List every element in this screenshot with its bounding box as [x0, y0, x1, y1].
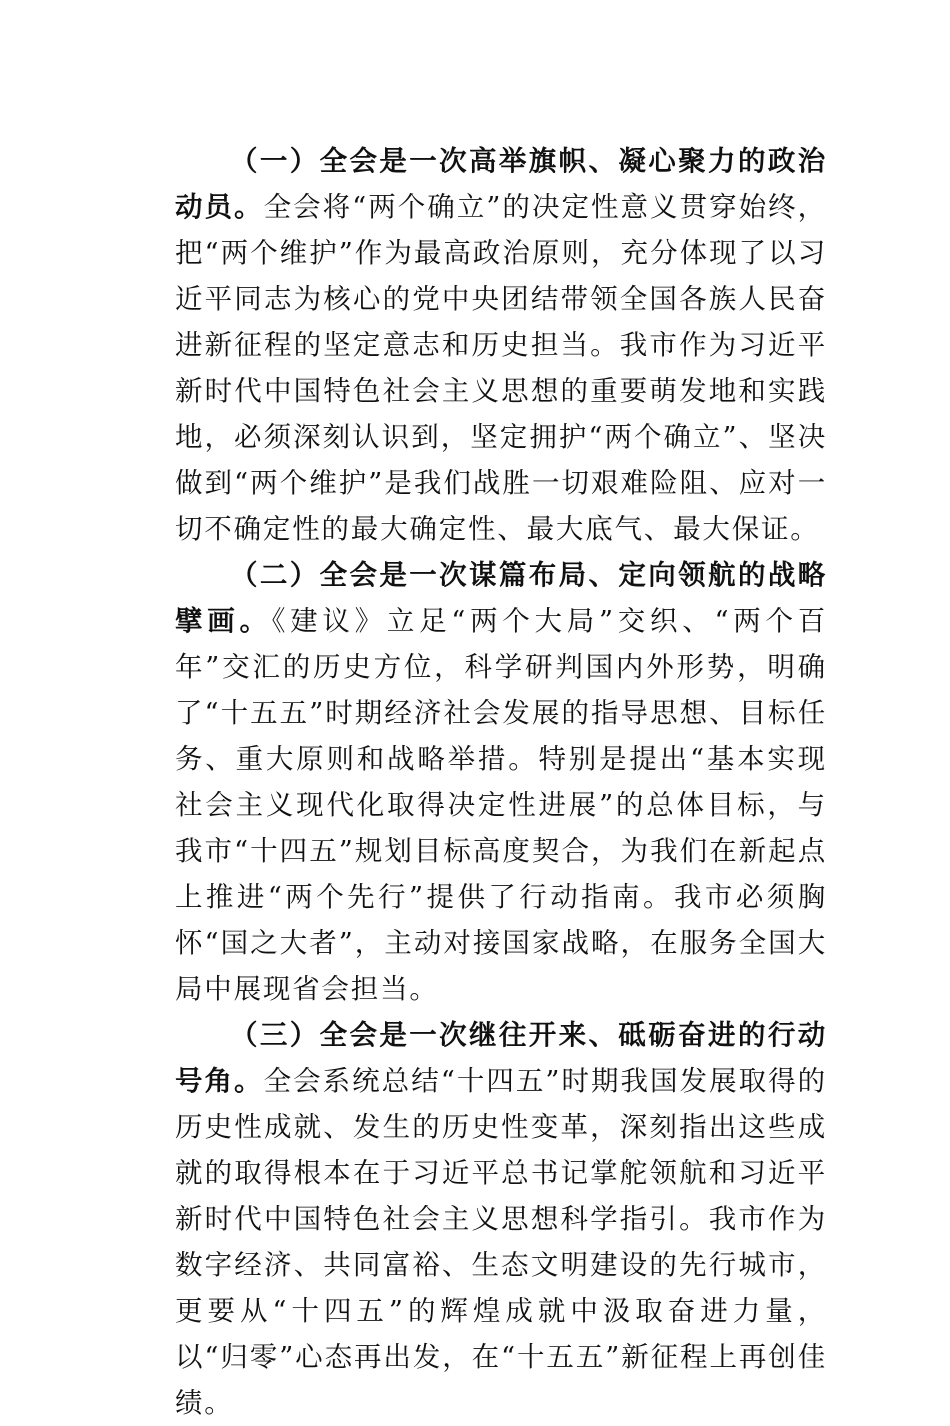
paragraph-1-text: 全会将“两个确立”的决定性意义贯穿始终，把“两个维护”作为最高政治原则，充分体现了以习近平同志为核心的党中央团结带领全国各族人民奋进新征程的坚定意志和历史担当。我市作为习近平新时代中国特色社会主义思想的重要萌发地和实践地，必须深刻认识到，坚定拥护“两个确立”、坚决做到“两个维护”是我们战胜一切艰难险阻、应对一切不确定性的最大确定性、最大底气、最大保证。 — [175, 191, 827, 545]
paragraph-2-text: 《建议》立足“两个大局”交织、“两个百年”交汇的历史方位，科学研判国内外形势，明确了“十五五”时期经济社会发展的指导思想、目标任务、重大原则和战略举措。特别是提出“基本实现社会主义现代化取得决定性进展”的总体目标，与我市“十四五”规划目标高度契合，为我们在新起点上推进“两个先行”提供了行动指南。我市必须胸怀“国之大者”，主动对接国家战略，在服务全国大局中展现省会担当。 — [175, 605, 827, 1005]
paragraph-3-text: 全会系统总结“十四五”时期我国发展取得的历史性成就、发生的历史性变革，深刻指出这些成就的取得根本在于习近平总书记掌舵领航和习近平新时代中国特色社会主义思想科学指引。我市作为数字经济、共同富裕、生态文明建设的先行城市，更要从“十四五”的辉煌成就中汲取奋进力量，以“归零”心态再出发，在“十五五”新征程上再创佳绩。 — [175, 1065, 827, 1419]
paragraph-3 — [175, 1012, 827, 1426]
paragraph-1 — [175, 138, 827, 552]
paragraph-3-heading: （三）全会是一次继往开来、砥砺奋进的行动号角。 — [175, 1019, 827, 1097]
paragraph-2 — [175, 552, 827, 1012]
paragraph-1-heading: （一）全会是一次高举旗帜、凝心聚力的政治动员。 — [175, 145, 827, 223]
paragraph-2-heading: （二）全会是一次谋篇布局、定向领航的战略擘画。 — [175, 559, 827, 637]
document-body — [175, 138, 827, 1426]
